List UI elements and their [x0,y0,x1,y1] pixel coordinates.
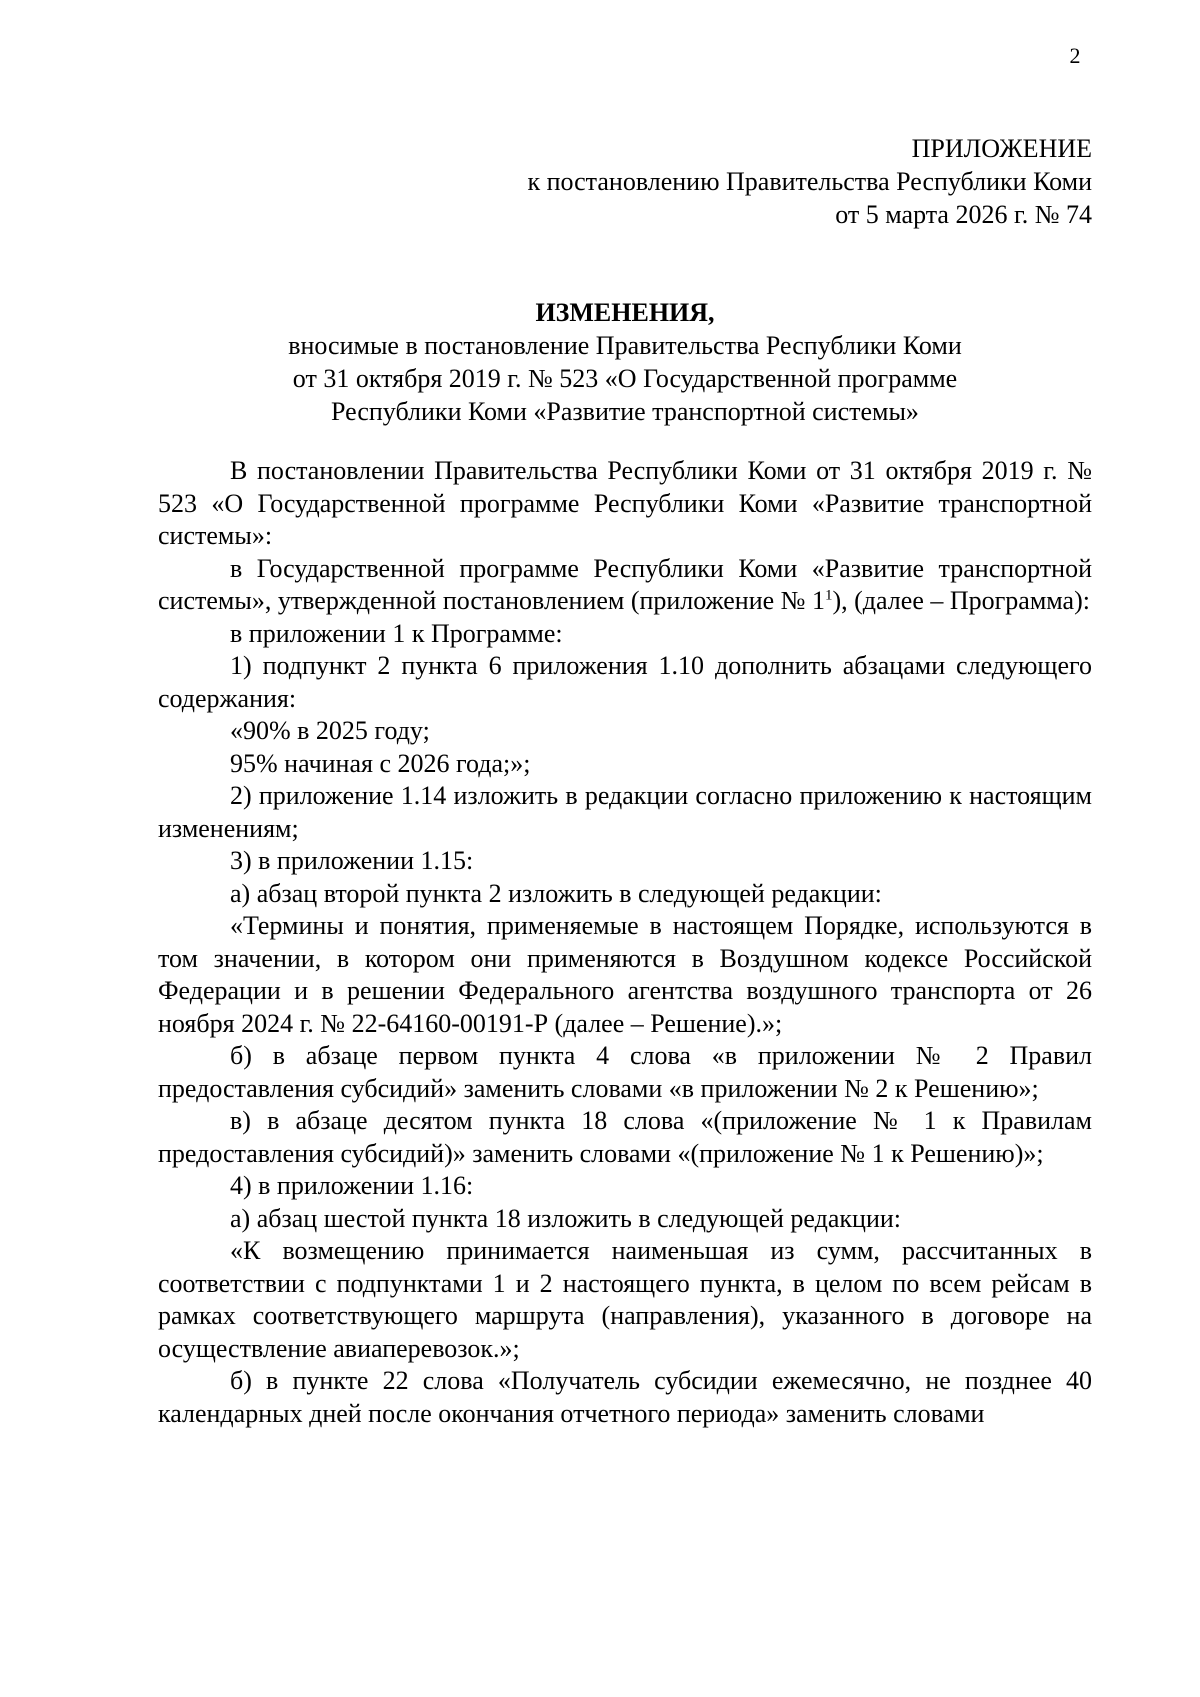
page-title: ИЗМЕНЕНИЯ, [535,298,715,327]
paragraph: в приложении 1 к Программе: [230,618,563,648]
paragraph: «Термины и понятия, применяемые в настоящем Порядке, используются в том значении, в котором они применяются в Воздушном кодексе Российской Федерации и в решении Федерального агентства воздушного транспорта от 26 ноября 2024 г. № 22-64160-00191-Р (далее – Решение).»; [158,911,1092,1038]
paragraph: а) абзац шестой пункта 18 изложить в следующей редакции: [230,1203,901,1233]
paragraph: 95% начиная с 2026 года;»; [230,748,531,778]
paragraph: «К возмещению принимается наименьшая из сумм, рассчитанных в соответствии с подпунктами 1 и 2 настоящего пункта, в целом по всем рейсам в рамках соответствующего маршрута (направления), указанного в договоре на осуществление авиаперевозок.»; [158,1236,1092,1363]
paragraph [158,553,1092,618]
appendix-resolution-line: к постановлению Правительства Республики Коми [527,167,1092,196]
paragraph: «90% в 2025 году; [230,716,430,745]
paragraph: б) в пункте 22 слова «Получатель субсидии ежемесячно, не позднее 40 календарных дней после окончания отчетного периода» заменить словами [158,1366,1092,1428]
title-subline-2: от 31 октября 2019 г. № 523 «О Государственной программе [292,364,958,393]
paragraph: б) в абзаце первом пункта 4 слова «в приложении № 2 Правил предоставления субсидий» заменить словами «в приложении № 2 к Решению»; [158,1041,1092,1103]
appendix-header [527,132,1092,231]
paragraph: 3) в приложении 1.15: [230,846,474,875]
title-subline-3: Республики Коми «Развитие транспортной системы» [331,397,919,426]
paragraph: 2) приложение 1.14 изложить в редакции согласно приложению к настоящим изменениям; [158,781,1092,843]
page-number: 2 [1069,43,1081,68]
title-subline-1: вносимые в постановление Правительства Республики Коми [288,331,962,360]
paragraph: а) абзац второй пункта 2 изложить в следующей редакции: [230,878,882,908]
paragraph-text: ), (далее – Программа): [832,586,1090,615]
footnote-superscript: 1 [824,587,833,604]
document-title [158,296,1092,428]
document-body [158,455,1092,1430]
paragraph-text: в Государственной программе Республики Коми «Развитие транспортной системы», утвержденной постановлением (приложение № 1 [158,553,1092,615]
paragraph: 1) подпункт 2 пункта 6 приложения 1.10 дополнить абзацами следующего содержания: [158,651,1092,713]
appendix-date-line: от 5 марта 2026 г. № 74 [835,200,1092,229]
paragraph: в) в абзаце десятом пункта 18 слова «(приложение № 1 к Правилам предоставления субсидий)» заменить словами «(приложение № 1 к Решению)»; [158,1106,1092,1168]
appendix-heading: ПРИЛОЖЕНИЕ [911,134,1092,163]
paragraph: 4) в приложении 1.16: [230,1171,474,1200]
paragraph: В постановлении Правительства Республики Коми от 31 октября 2019 г. № 523 «О Государственной программе Республики Коми «Развитие транспортной системы»: [158,456,1092,550]
